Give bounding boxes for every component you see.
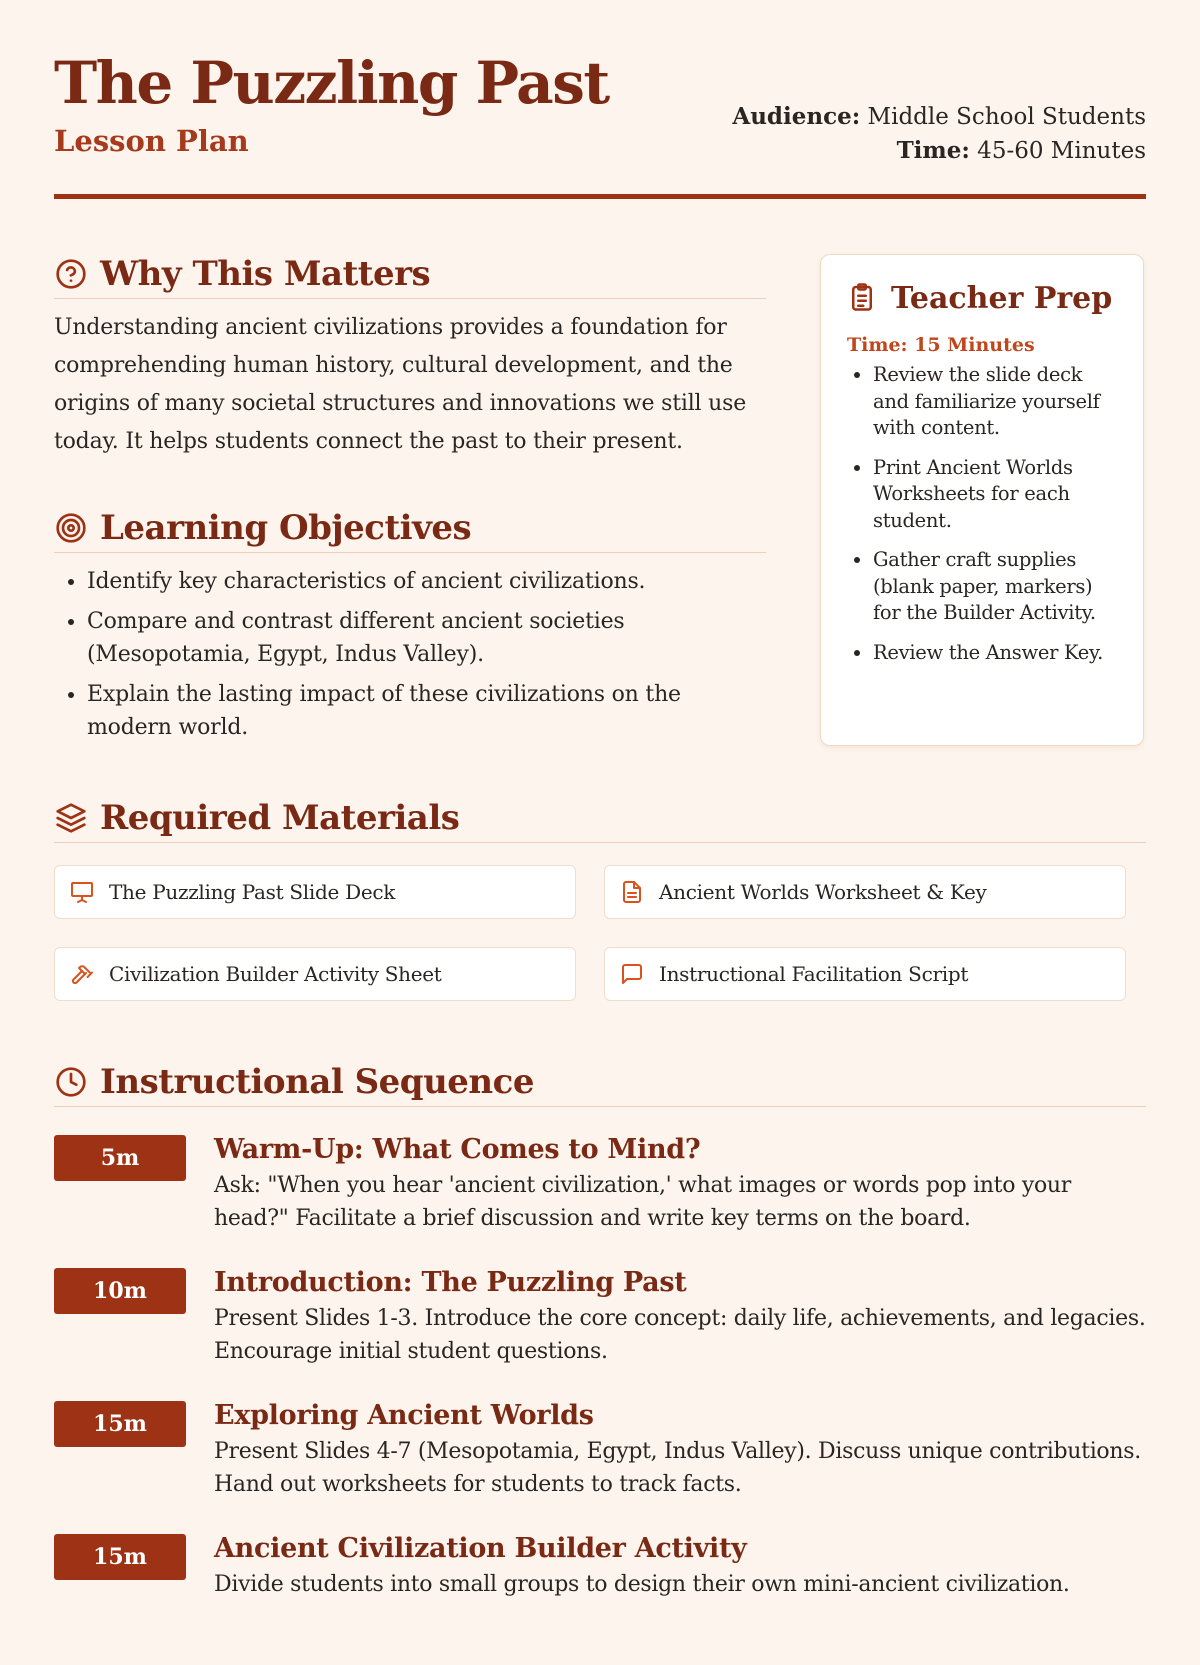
lesson-plan-page [54, 0, 1146, 1597]
list-item: • Explain the lasting impact of these civilizations on the modern world. [87, 678, 766, 744]
step-body [214, 1266, 1150, 1368]
hammer-icon [69, 961, 95, 987]
material-label: Civilization Builder Activity Sheet [109, 962, 442, 986]
duration-badge: 15m [54, 1534, 186, 1580]
why-text: Understanding ancient civilizations provides a foundation for comprehending human history, cultural development, and the origins of many societal structures and innovations we still use today. It helps students connect the past to their present. [54, 315, 747, 454]
clock-icon [54, 1065, 88, 1099]
duration-badge: 15m [54, 1401, 186, 1447]
clipboard-icon [847, 282, 877, 316]
sequence-section [54, 1062, 1146, 1665]
audience-line [732, 100, 1146, 134]
step-body [214, 1133, 1150, 1235]
material-label: The Puzzling Past Slide Deck [109, 880, 396, 904]
material-item [54, 865, 576, 919]
list-item: • Print Ancient Worlds Worksheets for each student. [873, 455, 1119, 535]
header-divider [54, 194, 1146, 199]
prep-heading-row [847, 281, 1119, 316]
material-item [604, 947, 1126, 1001]
time-value: 45-60 Minutes [969, 138, 1146, 164]
material-item [604, 865, 1126, 919]
teacher-prep-card [820, 254, 1144, 746]
material-label: Ancient Worlds Worksheet & Key [659, 880, 987, 904]
why-heading: Why This Matters [100, 254, 431, 294]
target-icon [54, 511, 88, 545]
step-description: Ask: "When you hear 'ancient civilization,' what images or words pop into your head?" Facilitate a brief discussion and write key terms on the board. [214, 1173, 1071, 1231]
audience-value: Middle School Students [860, 104, 1146, 130]
lesson-meta [732, 100, 1146, 168]
time-label: Time: [896, 137, 970, 164]
why-heading-row [54, 254, 766, 299]
duration-badge: 10m [54, 1268, 186, 1314]
list-item: • Review the Answer Key. [873, 640, 1119, 667]
sequence-step [54, 1532, 1146, 1665]
materials-section [54, 798, 1146, 1001]
materials-heading-row [54, 798, 1146, 843]
prep-list [847, 362, 1119, 666]
step-title: Ancient Civilization Builder Activity [214, 1533, 747, 1564]
objectives-list [54, 565, 766, 744]
sequence-heading-row [54, 1062, 1146, 1107]
objectives-section [54, 508, 766, 751]
sequence-step [54, 1266, 1146, 1399]
material-label: Instructional Facilitation Script [659, 962, 969, 986]
step-body [214, 1399, 1150, 1501]
step-description: Present Slides 4-7 (Mesopotamia, Egypt, Indus Valley). Discuss unique contributions. Hand out worksheets for students to track facts. [214, 1439, 1141, 1497]
prep-heading: Teacher Prep [891, 281, 1113, 316]
list-item: • Compare and contrast different ancient societies (Mesopotamia, Egypt, Indus Valley). [87, 605, 766, 671]
list-item: • Gather craft supplies (blank paper, markers) for the Builder Activity. [873, 547, 1119, 627]
materials-heading: Required Materials [100, 798, 460, 838]
time-line [732, 134, 1146, 168]
step-body [214, 1532, 1150, 1601]
step-title: Exploring Ancient Worlds [214, 1400, 594, 1431]
objectives-heading-row [54, 508, 766, 553]
material-item [54, 947, 576, 1001]
materials-grid [54, 865, 1146, 1001]
page-subtitle: Lesson Plan [54, 124, 249, 158]
step-description: Divide students into small groups to design their own mini-ancient civilization. [214, 1572, 1070, 1597]
step-list [54, 1133, 1146, 1665]
sequence-step [54, 1133, 1146, 1266]
step-description: Present Slides 1-3. Introduce the core concept: daily life, achievements, and legacies. Encourage initial student questions. [214, 1306, 1146, 1364]
list-item: • Identify key characteristics of ancient civilizations. [87, 565, 766, 598]
layers-icon [54, 801, 88, 835]
prep-time: Time: 15 Minutes [847, 334, 1035, 356]
presentation-icon [69, 879, 95, 905]
step-title: Introduction: The Puzzling Past [214, 1267, 687, 1298]
why-section [54, 254, 766, 461]
page-title: The Puzzling Past [54, 49, 609, 117]
chat-icon [619, 961, 645, 987]
help-circle-icon [54, 257, 88, 291]
sequence-heading: Instructional Sequence [100, 1062, 534, 1102]
audience-label: Audience: [732, 103, 861, 130]
list-item: • Review the slide deck and familiarize yourself with content. [873, 362, 1119, 442]
duration-badge: 5m [54, 1135, 186, 1181]
header [54, 0, 1146, 200]
objectives-heading: Learning Objectives [100, 508, 472, 548]
sequence-step [54, 1399, 1146, 1532]
step-title: Warm-Up: What Comes to Mind? [214, 1134, 701, 1165]
document-icon [619, 879, 645, 905]
